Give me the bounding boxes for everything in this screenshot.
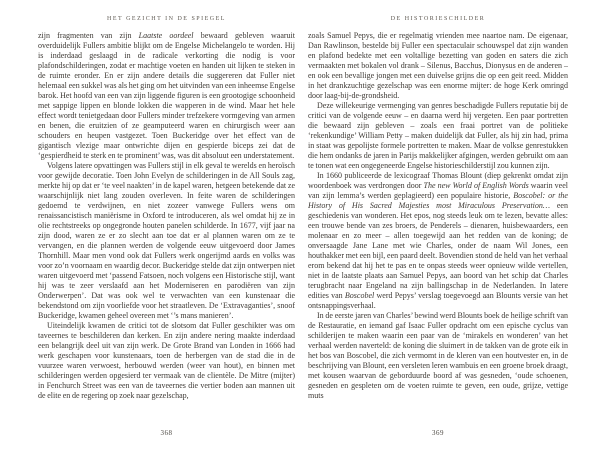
paragraph (38, 31, 295, 161)
paragraph (308, 171, 568, 311)
italic-text-run: The new World of English Words (423, 181, 529, 190)
text-run: zoals Samuel Pepys, die er regelmatig vrienden mee naartoe nam. De eigenaar, Dan Rawlinson, bestelde bij Fuller een spectaculair schouwspel dat zijn wanden en plafond bedekte met een voltallige bezetting van goden en saters die zich vermaakten met bokalen vol drank – Silenus, Bacchus, Dionysus en de anderen – en ook een bevallige jongen met een duivelse grijns die op een geit reed. Midden in het drankzuchtige gezelschap was een enorme mijter: de hoge Kerk omringd door laag-bij-de-grondsheid. (308, 31, 568, 100)
paragraph (308, 311, 568, 401)
text-run: Volgens latere opvattingen was Fullers stijl in elk geval te werelds en heroïsch voor gewijde decoratie. Toen John Evelyn de schilderingen in de All Souls zag, merkte hij op dat er ‘te veel naakten’ in de kapel waren, hetgeen betekende dat ze waarschijnlijk niet lang zouden overleven. In feite waren de schilderingen gedoemd te verdwijnen, en niet zozeer vanwege Fullers wens om renaissancistisch maniërisme in Oxford te introduceren, als wel omdat hij ze in olie rechtstreeks op ongegronde houten panelen schilderde. In 1677, vijf jaar na zijn dood, waren ze er zo slecht aan toe dat er al plannen waren om ze te vervangen, en die plannen werden de volgende eeuw uitgevoerd door James Thornhill. Maar men vond ook dat Fullers werk ongerijmd aards en volks was voor zo’n voornaam en waardig decor. Buckeridge stelde dat zijn ontwerpen niet waren uitgevoerd met ‘passend Fatsoen, noch volgens een Historische stijl, want hij was te zeer verslaafd aan het Moderniseren en parodiëren van zijn Onderwerpen’. Dat was ook wel te verwachten van een kunstenaar die bekendstond om zijn voorliefde voor het straatleven. De ‘Extravaganties’, snoof Buckeridge, kwamen geheel overeen met ‘’s mans manieren’. (38, 161, 295, 320)
text-run: werd Pepys’ verslag toegevoegd aan Blounts versie van het ontsnappingsverhaal. (308, 291, 568, 310)
text-run: waarin veel van zijn lemma’s werden geplagieerd) een populaire historie, (308, 181, 568, 200)
paragraph (308, 101, 568, 171)
left-running-header: HET GEZICHT IN DE SPIEGEL (107, 16, 226, 22)
left-page-body (38, 31, 295, 427)
text-run: Deze willekeurige vermenging van genres beschadigde Fullers reputatie bij de critici van de volgende eeuw – en daarna werd hij vergeten. Een paar portretten die bewaard zijn gebleven – zoals een fraai portret van de politieke ‘rekenkundige’ William Petty – maken duidelijk dat Fuller, als hij zin had, prima in staat was gepolijste formele portretten te maken. Maar de volkse genrestukken die hem ondanks de jaren in Parijs makkelijker afgingen, werden gebruikt om aan te tonen wat een ongegeneerde Engelse historieschilderstijl zou kunnen zijn. (308, 101, 568, 170)
paragraph (308, 31, 568, 101)
text-run: een geschiedenis van wonderen. Het epos, nog steeds leuk om te lezen, bevatte alles: een trouwe bende van zes broers, de Penderels – dienaren, huisbewaarders, een molenaar en zo meer – allen toegewijd aan het redden van de koning; de onversaagde Jane Lane met wie Charles, onder de naam Wil Jones, een houthakker met een bijl, een paard deelt. Bovendien stond de held van het verhaal erom bekend dat hij het te pas en te onpas steeds weer opnieuw wilde vertellen, niet in de laatste plaats aan Samuel Pepys, aan boord van het schip dat Charles terugbracht naar Engeland na zijn ballingschap in de Nederlanden. In latere edities van (308, 201, 568, 300)
left-page (38, 0, 295, 460)
paragraph (38, 321, 295, 401)
text-run: bewaard gebleven waaruit overduidelijk Fullers ambitie blijkt om de Engelse Michelangelo te worden. Hij is inderdaad geslaagd in de radicale verkorting die nodig is voor plafondschilderingen, zodat er machtige voeten en handen uit lijken te steken in de ruimte eronder. En er zijn andere details die suggereren dat Fuller niet helemaal een sukkel was als het ging om het uitvinden van een inheemse Engelse barok. Het hoofd van een van zijn liggende figuren is een grootogige schoonheid met sappige lippen en blonde lokken die wapperen in de wind. Maar het hele effect wordt tenietgedaan door Fullers minder trefzekere vormgeving van armen en benen, die eruitzien of ze geamputeerd waren en chirurgisch weer aan schouders en heupen vastgezet. Toen Buckeridge over het effect van de gigantisch vlezige maar ontwrichte dijen en gespierde biceps zei dat de ‘gespierdheid te sterk en te prominent’ was, was dit absoluut een understatement. (38, 31, 295, 160)
left-page-number: 368 (160, 429, 173, 437)
right-page (308, 0, 568, 460)
right-page-body (308, 31, 568, 427)
italic-text-run: Boscobel: or the History of His Sacred Majesties most Miraculous Preservation… (308, 191, 568, 210)
paragraph (38, 161, 295, 321)
text-run: In de eerste jaren van Charles’ bewind werd Blounts boek de heilige schrift van de Restauratie, en iemand gaf Isaac Fuller opdracht om een epische cyclus van schilderijen te maken waarin een paar van de ‘mirakels en wonderen’ van het verhaal werden naverteld: de koning die sluimert in de takken van de grote eik in het bos van Boscobel, die zich vermomt in de kleren van een houtvester en, in de beschrijving van Blount, een versleten leren wambuis en een groene broek draagt, met kousen waarvan de geborduurde boord af was gesneden, ‘oude schoenen, gesneden en gespleten om de voeten ruimte te geven, een oude, grijze, vettige muts (308, 311, 568, 400)
text-run: In 1660 publiceerde de lexicograaf Thomas Blount (diep gekrenkt omdat zijn woordenboek was verdrongen door (308, 171, 568, 190)
right-running-header: DE HISTORIESCHILDER (390, 16, 486, 22)
italic-text-run: Boscobel (344, 291, 375, 300)
text-run: zijn fragmenten van zijn (38, 31, 139, 40)
text-run: Uiteindelijk kwamen de critici tot de slotsom dat Fuller geschikter was om taveernes te beschilderen dan kerken. En zijn andere nering maakte inderdaad een belangrijk deel uit van zijn werk. De Grote Brand van Londen in 1666 had werk geschapen voor kunstenaars, toen de herbergen van de stad die in de vuurzee waren verwoest, herbouwd werden (weer van hout), en binnen met schilderingen werden opgesierd ter vermaak van de clientèle. De Mitre (mijter) in Fenchurch Street was een van de taveernes die vertier boden aan mannen uit de elite en de regering op zoek naar gezelschap, (38, 321, 295, 400)
right-page-number: 369 (432, 429, 444, 437)
italic-text-run: Laatste oordeel (138, 31, 194, 40)
